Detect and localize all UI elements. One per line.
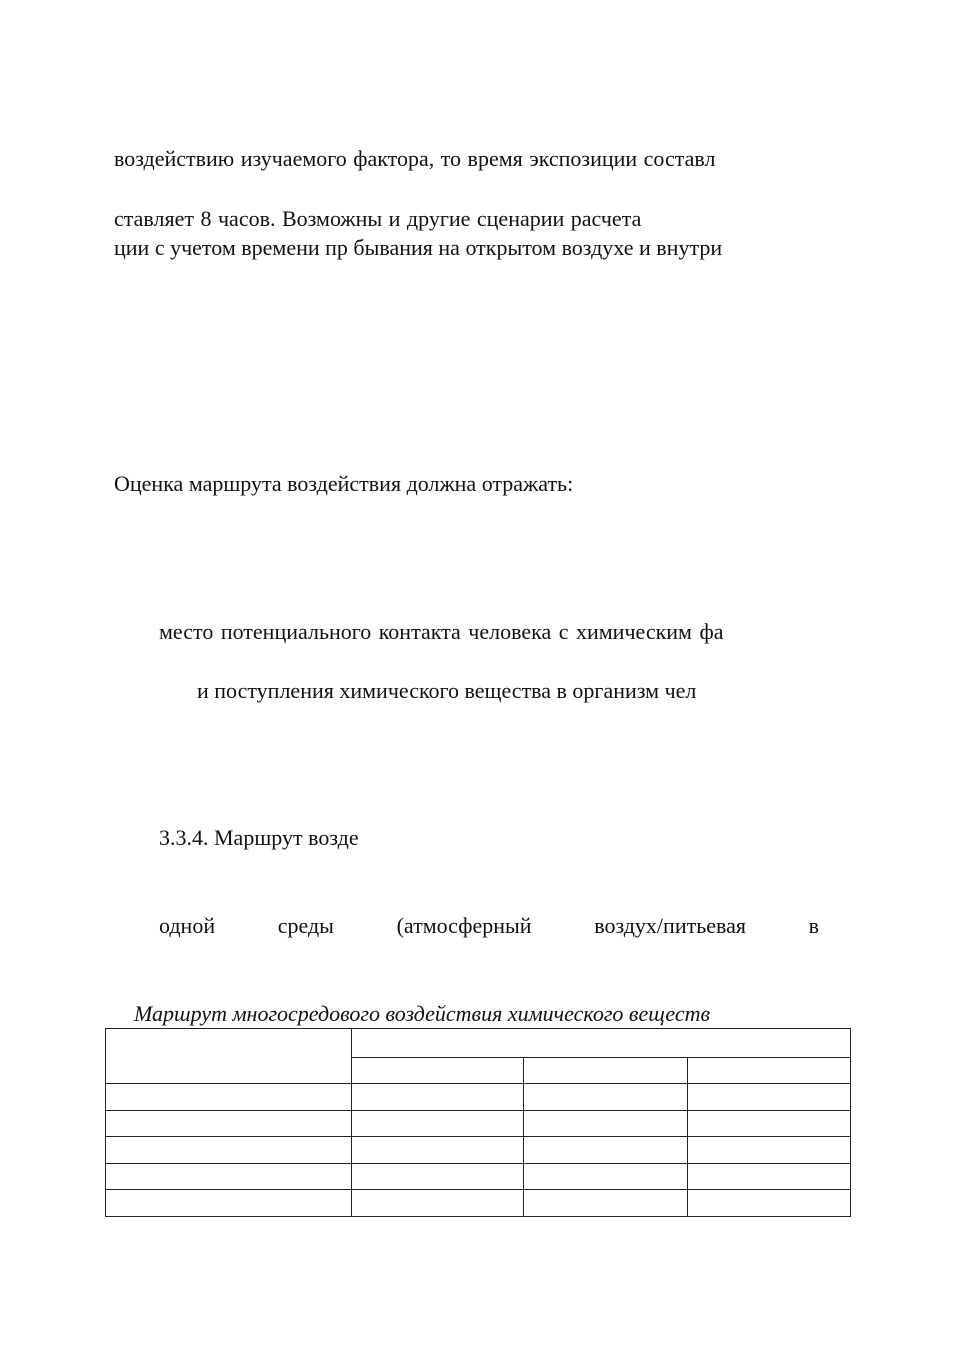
justified-word: среды	[277, 913, 334, 938]
table-header-cell	[352, 1057, 524, 1084]
table-cell	[688, 1084, 851, 1111]
table-cell	[524, 1084, 688, 1111]
justified-word: одной	[159, 913, 216, 938]
table-cell	[688, 1190, 851, 1217]
table-cell	[352, 1163, 524, 1190]
table-cell	[106, 1137, 352, 1164]
table-cell	[352, 1190, 524, 1217]
table-cell	[106, 1190, 352, 1217]
text-line-contact-place: место потенциального контакта человека с химическим фа	[159, 619, 724, 644]
table-row	[106, 1110, 851, 1137]
text-line-exposure-time: воздействию изучаемого фактора, то время экспозиции составл	[114, 146, 716, 171]
table-cell	[524, 1190, 688, 1217]
table-header-cell	[688, 1057, 851, 1084]
table-row	[106, 1084, 851, 1111]
text-line-outdoor-indoor: ции с учетом времени пр бывания на открытом воздухе и внутри	[114, 235, 723, 260]
section-heading-3-3-4: 3.3.4. Маршрут возде	[159, 825, 359, 850]
table-cell	[524, 1110, 688, 1137]
table-cell	[688, 1163, 851, 1190]
table-cell	[524, 1163, 688, 1190]
text-line-single-medium	[159, 913, 819, 939]
table-cell	[106, 1084, 352, 1111]
table-cell	[688, 1137, 851, 1164]
table-header-group-cell	[352, 1029, 851, 1058]
multimedia-exposure-table	[105, 1028, 851, 1217]
table-cell	[106, 1163, 352, 1190]
table-cell	[352, 1084, 524, 1111]
table-caption: Маршрут многосредового воздействия химического веществ	[134, 1001, 711, 1026]
table-header-cell	[524, 1057, 688, 1084]
justified-word: (атмосферный	[396, 913, 532, 938]
route-assessment-heading: Оценка маршрута воздействия должна отражать:	[114, 471, 574, 496]
table-cell	[524, 1137, 688, 1164]
table-header-cell	[106, 1029, 352, 1084]
table-header-row	[106, 1029, 851, 1058]
justified-word: в	[808, 913, 819, 938]
table-row	[106, 1190, 851, 1217]
table-cell	[688, 1110, 851, 1137]
table-cell	[352, 1110, 524, 1137]
text-line-eight-hours: ставляет 8 часов. Возможны и другие сценарии расчета	[114, 206, 642, 231]
justified-word: воздух/питьевая	[594, 913, 746, 938]
table-cell	[352, 1137, 524, 1164]
table-row	[106, 1163, 851, 1190]
table-cell	[106, 1110, 352, 1137]
text-line-intake: и поступления химического вещества в организм чел	[197, 678, 697, 703]
table-row	[106, 1137, 851, 1164]
